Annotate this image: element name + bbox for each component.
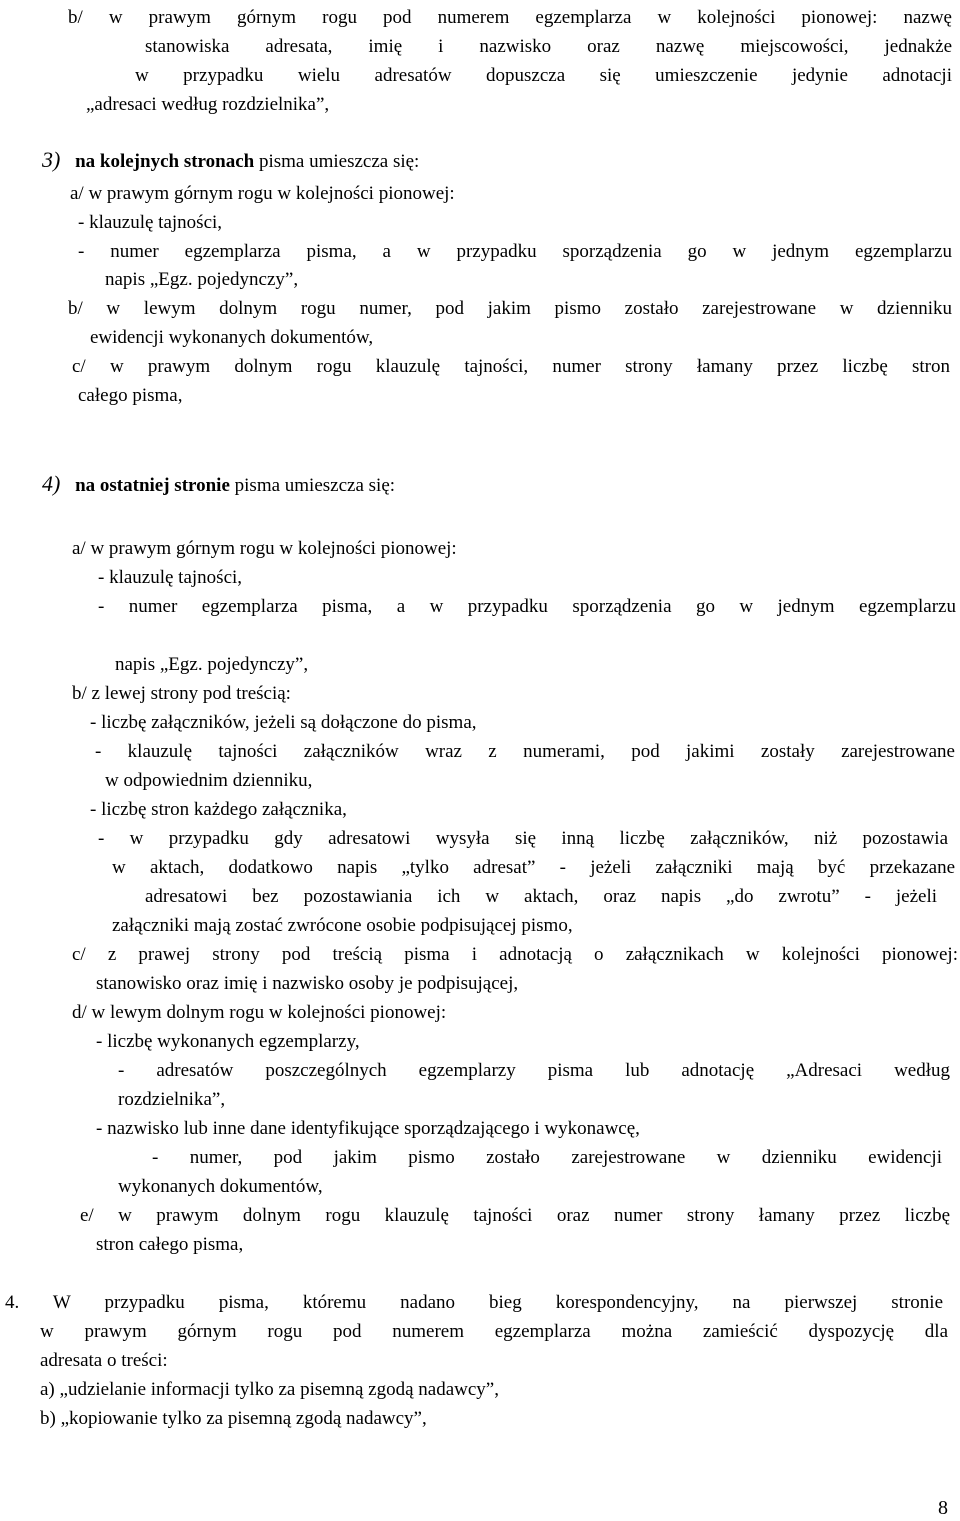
section-4-bold: na ostatniej stronie — [75, 475, 230, 496]
text-line: - liczbę załączników, jeżeli są dołączone do pisma, — [90, 712, 477, 733]
text-line: d/ w lewym dolnym rogu w kolejności pionowej: — [72, 1002, 447, 1023]
text-line: ewidencji wykonanych dokumentów, — [90, 327, 374, 348]
section-3-rest: pisma umieszcza się: — [254, 151, 420, 172]
text-line: b) „kopiowanie tylko za pisemną zgodą nadawcy”, — [40, 1408, 427, 1429]
text-line: c/ z prawej strony pod treścią pisma i adnotacją o załącznikach w kolejności pionowej: — [72, 944, 958, 965]
text-line: w odpowiednim dzienniku, — [105, 770, 313, 791]
text-line: c/ w prawym dolnym rogu klauzulę tajności, numer strony łamany przez liczbę stron — [72, 356, 950, 377]
text-line: stanowisko oraz imię i nazwisko osoby je podpisującej, — [96, 973, 519, 994]
text-line: - klauzulę tajności, — [78, 212, 223, 233]
text-line: - numer egzemplarza pisma, a w przypadku sporządzenia go w jednym egzemplarzu — [98, 596, 956, 617]
text-line: w prawym górnym rogu pod numerem egzemplarza można zamieścić dyspozycję dla — [40, 1321, 948, 1342]
text-line: - adresatów poszczególnych egzemplarzy pisma lub adnotację „Adresaci według — [118, 1060, 950, 1081]
text-line: - w przypadku gdy adresatowi wysyła się inną liczbę załączników, niż pozostawia — [98, 828, 948, 849]
text-line: napis „Egz. pojedynczy”, — [115, 654, 309, 675]
text-line: a/ w prawym górnym rogu w kolejności pionowej: — [72, 538, 457, 559]
text-line: rozdzielnika”, — [118, 1089, 226, 1110]
text-line: „adresaci według rozdzielnika”, — [86, 94, 330, 115]
text-line: - klauzulę tajności załączników wraz z numerami, pod jakimi zostały zarejestrowane — [95, 741, 955, 762]
text-line: - liczbę stron każdego załącznika, — [90, 799, 347, 820]
text-line: załączniki mają zostać zwrócone osobie podpisującej pismo, — [112, 915, 573, 936]
text-line: b/ w lewym dolnym rogu numer, pod jakim pismo zostało zarejestrowane w dzienniku — [68, 298, 952, 319]
text-line: stanowiska adresata, imię i nazwisko oraz nazwę miejscowości, jednakże — [145, 36, 952, 57]
text-line: 4. W przypadku pisma, któremu nadano bieg korespondencyjny, na pierwszej stronie — [5, 1292, 943, 1313]
text-line: - nazwisko lub inne dane identyfikujące sporządzającego i wykonawcę, — [96, 1118, 640, 1139]
text-line: a) „udzielanie informacji tylko za pisemną zgodą nadawcy”, — [40, 1379, 499, 1400]
text-line: - numer, pod jakim pismo zostało zarejestrowane w dzienniku ewidencji — [152, 1147, 942, 1168]
section-3-bold: na kolejnych stronach — [75, 151, 255, 172]
text-line: całego pisma, — [78, 385, 183, 406]
section-4-number: 4) — [42, 471, 61, 496]
text-line: - klauzulę tajności, — [98, 567, 243, 588]
text-line: b/ z lewej strony pod treścią: — [72, 683, 291, 704]
text-line: b/ w prawym górnym rogu pod numerem egzemplarza w kolejności pionowej: nazwę — [68, 7, 952, 28]
text-line: adresatowi bez pozostawiania ich w aktach, oraz napis „do zwrotu” - jeżeli — [145, 886, 937, 907]
text-line: - numer egzemplarza pisma, a w przypadku sporządzenia go w jednym egzemplarzu — [78, 241, 952, 262]
text-line: napis „Egz. pojedynczy”, — [105, 269, 299, 290]
text-line: stron całego pisma, — [96, 1234, 244, 1255]
text-line: w przypadku wielu adresatów dopuszcza się umieszczenie jedynie adnotacji — [135, 65, 952, 86]
text-line: wykonanych dokumentów, — [118, 1176, 323, 1197]
section-4-heading — [42, 472, 395, 496]
section-3-heading — [42, 148, 419, 172]
text-line: - liczbę wykonanych egzemplarzy, — [96, 1031, 360, 1052]
page-number: 8 — [938, 1497, 948, 1519]
text-line: e/ w prawym dolnym rogu klauzulę tajności oraz numer strony łamany przez liczbę — [80, 1205, 950, 1226]
text-line: w aktach, dodatkowo napis „tylko adresat” - jeżeli załączniki mają być przekazane — [112, 857, 955, 878]
section-3-number: 3) — [42, 147, 61, 172]
section-4-rest: pisma umieszcza się: — [229, 475, 396, 496]
text-line: a/ w prawym górnym rogu w kolejności pionowej: — [70, 183, 455, 204]
text-line: adresata o treści: — [40, 1350, 168, 1371]
